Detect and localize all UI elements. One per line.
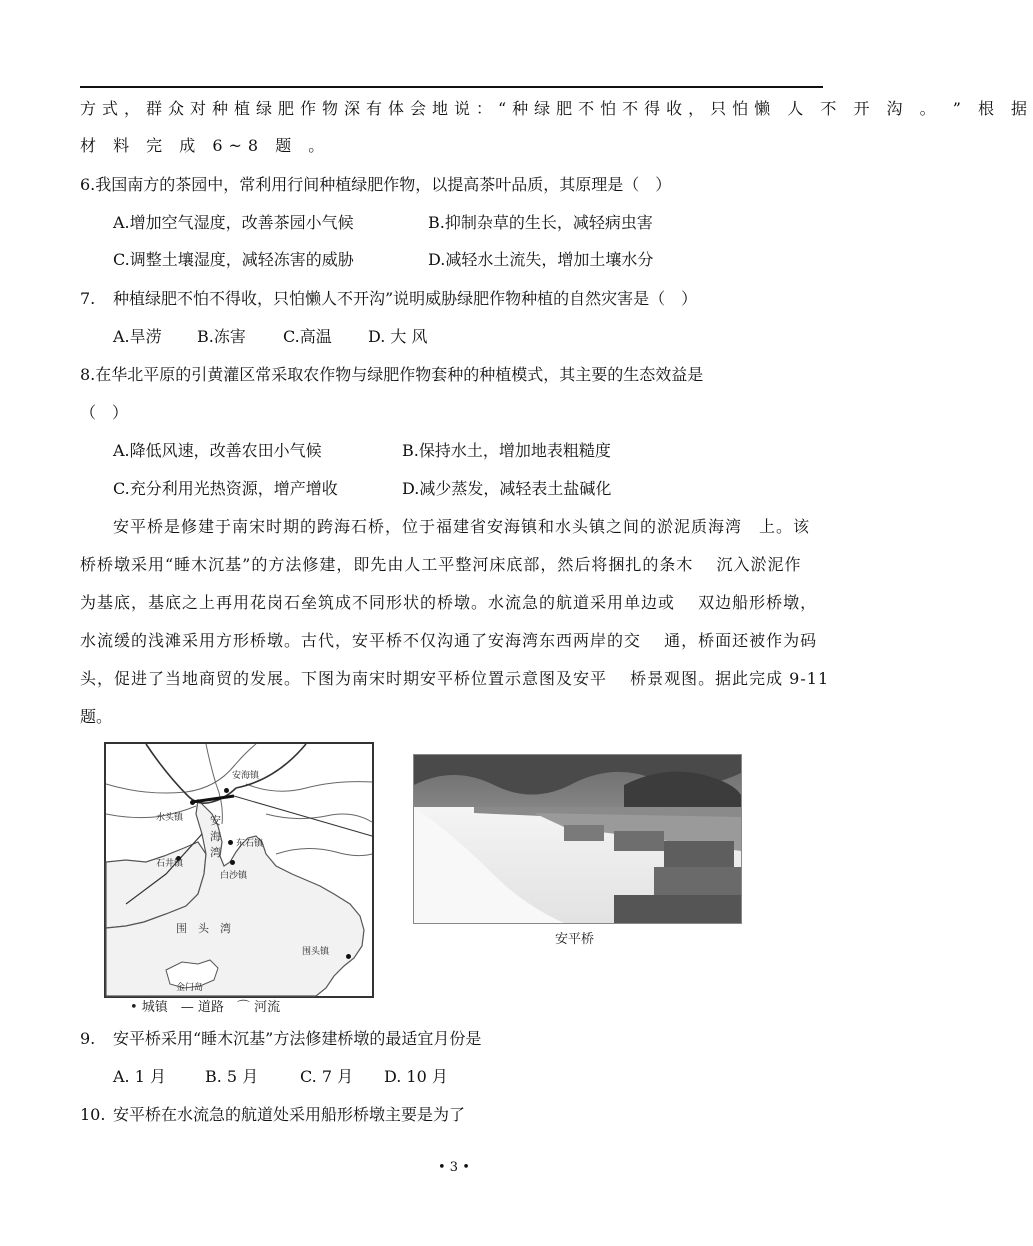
question-7-number: 7. [80, 289, 96, 308]
place-weitou: 围头镇 [302, 947, 330, 957]
question-7-option-b: B.冻害 [197, 327, 246, 346]
place-shuitou: 水头镇 [156, 813, 184, 823]
place-shijing: 石井镇 [156, 859, 184, 869]
town-marker-dongshi [228, 840, 233, 845]
bridge-photo-drawing [414, 755, 741, 923]
place-anhai: 安海镇 [232, 771, 260, 781]
question-8-option-a: A.降低风速，改善农田小气候 [113, 441, 322, 460]
passage-line-4: 水流缓的浅滩采用方形桥墩。古代，安平桥不仅沟通了安海湾东西两岸的交 通，桥面还被作为码 [80, 631, 818, 650]
question-6-option-b: B.抑制杂草的生长，减轻病虫害 [428, 213, 653, 232]
question-7-option-a: A.旱涝 [113, 327, 162, 346]
question-8-option-b: B.保持水土，增加地表粗糙度 [402, 441, 611, 460]
question-7-option-c: C.高温 [283, 327, 332, 346]
question-7-option-d: D. 大 风 [368, 327, 428, 346]
question-6-stem: 6.我国南方的茶园中，常利用行间种植绿肥作物，以提高茶叶品质，其原理是（ ） [80, 175, 672, 194]
question-9-stem: 安平桥采用“睡木沉基”方法修建桥墩的最适宜月份是 [113, 1029, 482, 1048]
passage-line-5: 头，促进了当地商贸的发展。下图为南宋时期安平桥位置示意图及安平 桥景观图。据此完成 9-11 [80, 669, 830, 688]
question-9-option-d: D. 10 月 [384, 1067, 448, 1086]
question-8-paren: （ ） [80, 403, 129, 422]
town-marker-weitou [346, 954, 351, 959]
question-9-number: 9. [80, 1029, 96, 1048]
question-9-option-a: A. 1 月 [113, 1067, 166, 1086]
question-6-option-a: A.增加空气湿度，改善茶园小气候 [113, 213, 354, 232]
town-marker-baisha [230, 860, 235, 865]
passage-line-1: 安平桥是修建于南宋时期的跨海石桥，位于福建省安海镇和水头镇之间的淤泥质海湾 上。该 [113, 517, 811, 536]
town-marker-anhai [224, 788, 229, 793]
passage-line-6: 题。 [80, 707, 113, 726]
page-number: • 3 • [438, 1160, 470, 1175]
question-8-stem: 8.在华北平原的引黄灌区常采取农作物与绿肥作物套种的种植模式，其主要的生态效益是 [80, 365, 704, 384]
bay-label-hai: 海 [210, 830, 221, 843]
map-legend: • 城镇 — 道路 ⌒ 河流 [130, 1000, 281, 1015]
question-8-option-c: C.充分利用光热资源，增产增收 [113, 479, 338, 498]
question-10-number: 10. [80, 1105, 106, 1124]
intro-line-2: 材 料 完 成 6~8 题 。 [80, 136, 331, 155]
passage-line-2: 桥桥墩采用“睡木沉基”的方法修建，即先由人工平整河床底部，然后将捆扎的条木 沉入淤泥作 [80, 555, 802, 574]
question-9-option-c: C. 7 月 [300, 1067, 354, 1086]
question-7-stem: 种植绿肥不怕不得收，只怕懒人不开沟”说明威胁绿肥作物种植的自然灾害是（ ） [113, 289, 698, 308]
bridge-photo [413, 754, 742, 924]
question-6-option-d: D.减轻水土流失，增加土壤水分 [428, 250, 654, 269]
bay-label-an: 安 [210, 814, 221, 827]
place-baisha: 白沙镇 [220, 871, 248, 881]
header-rule [80, 86, 823, 88]
intro-line-1: 方式，群众对种植绿肥作物深有体会地说：“种绿肥不怕不得收，只怕懒 人 不 开 沟 。 ” 根 据 [80, 99, 1033, 118]
place-dongshi: 东石镇 [236, 839, 264, 849]
question-9-option-b: B. 5 月 [205, 1067, 259, 1086]
place-jinmen: 金门岛 [176, 983, 204, 993]
question-8-option-d: D.减少蒸发，减轻表土盐碱化 [402, 479, 612, 498]
location-map [104, 742, 374, 998]
photo-caption: 安平桥 [555, 932, 595, 947]
town-marker-shuitou [190, 800, 195, 805]
passage-line-3: 为基底，基底之上再用花岗石垒筑成不同形状的桥墩。水流急的航道采用单边或 双边船形桥墩， [80, 593, 818, 612]
question-10-stem: 安平桥在水流急的航道处采用船形桥墩主要是为了 [113, 1105, 466, 1124]
question-6-option-c: C.调整土壤湿度，减轻冻害的威胁 [113, 250, 354, 269]
bay-label-wan: 湾 [210, 846, 221, 859]
bay-label-weitou: 围 头 湾 [176, 922, 231, 935]
